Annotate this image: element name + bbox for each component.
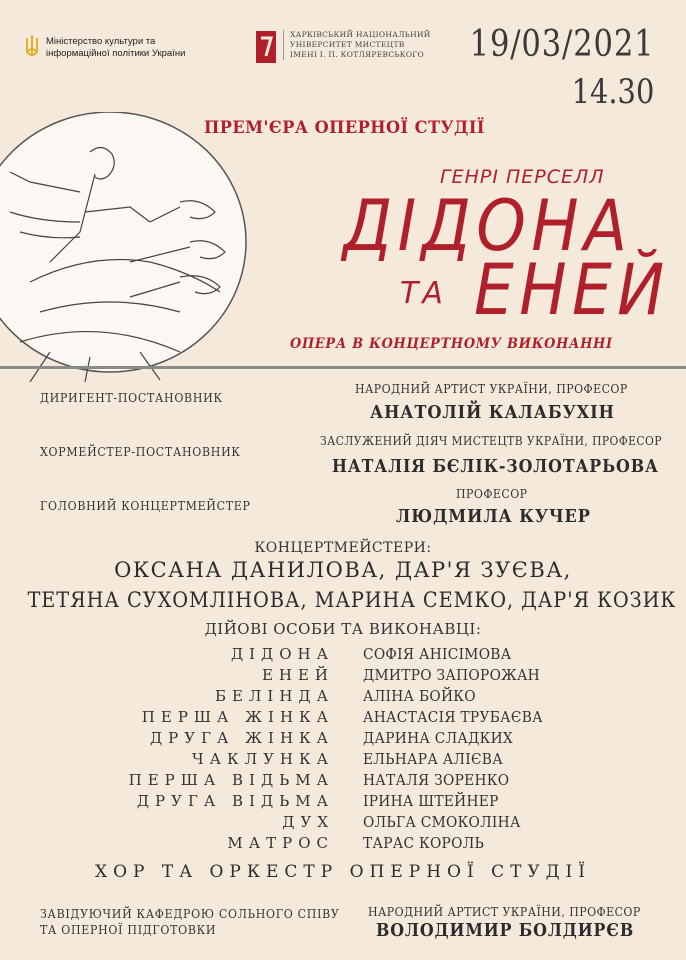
cast-actor: ДАРИНА СЛАДКИХ [363, 729, 514, 747]
premiere-heading: ПРЕМ'ЄРА ОПЕРНОЇ СТУДІЇ [204, 118, 485, 138]
illustration-circle [0, 112, 250, 382]
cast-role: ДУХ [282, 813, 334, 831]
cast-actor: СОФІЯ АНІСІМОВА [363, 645, 512, 663]
cast-label: ДІЙОВІ ОСОБИ ТА ВИКОНАВЦІ: [204, 620, 482, 638]
crew-name: ЛЮДМИЛА КУЧЕР [396, 506, 591, 527]
crew-role: ХОРМЕЙСТЕР-ПОСТАНОВНИК [40, 444, 241, 459]
accompanists-line: ТЕТЯНА СУХОМЛІНОВА, МАРИНА СЕМКО, ДАР'Я КОЗИК [27, 588, 677, 612]
cast-role: ДІДОНА [230, 645, 334, 663]
cast-actor: ІРИНА ШТЕЙНЕР [363, 792, 499, 810]
cast-role: ЧАКЛУНКА [192, 750, 334, 768]
cast-row [0, 834, 686, 855]
cast-actor: ТАРАС КОРОЛЬ [363, 834, 485, 852]
accompanists-line: ОКСАНА ДАНИЛОВА, ДАР'Я ЗУЄВА, [114, 558, 572, 582]
cast-role: ПЕРША ЖІНКА [141, 708, 334, 726]
opera-title-line2: ЕНЕЙ [474, 249, 670, 331]
cast-row [0, 771, 686, 792]
crew-role: ДИРИГЕНТ-ПОСТАНОВНИК [40, 390, 223, 405]
accompanists-label: КОНЦЕРТМЕЙСТЕРИ: [254, 540, 432, 556]
crew-name: НАТАЛІЯ БЄЛІК-ЗОЛОТАРЬОВА [332, 456, 659, 477]
crew-role: ГОЛОВНИЙ КОНЦЕРТМЕЙСТЕР [40, 498, 251, 513]
cast-actor: АЛІНА БОЙКО [363, 687, 476, 705]
university-logo-icon [255, 30, 277, 64]
ministry-emblem-icon [24, 34, 40, 60]
ministry-name-line: Міністерство культури та [46, 36, 156, 47]
footer-title: НАРОДНИЙ АРТИСТ УКРАЇНИ, ПРОФЕСОР [368, 904, 641, 919]
section-divider [0, 366, 686, 369]
crew-title: ПРОФЕСОР [456, 486, 528, 501]
cast-row [0, 792, 686, 813]
cast-row [0, 687, 686, 708]
event-date: 19/03/2021 [469, 24, 654, 65]
cast-row [0, 666, 686, 687]
ministry-name-line: інформаційної політики України [46, 48, 186, 59]
cast-row [0, 645, 686, 666]
cast-role: ДРУГА ВІДЬМА [136, 792, 334, 810]
choir-orchestra: ХОР ТА ОРКЕСТР ОПЕРНОЇ СТУДІЇ [94, 862, 591, 882]
cast-actor: ЕЛЬНАРА АЛІЄВА [363, 750, 503, 768]
composer-name: ГЕНРІ ПЕРСЕЛЛ [440, 166, 605, 188]
footer-name: ВОЛОДИМИР БОЛДИРЄВ [376, 920, 635, 941]
university-name-line: УНІВЕРСИТЕТ МИСТЕЦТВ [290, 40, 405, 49]
cast-actor: НАТАЛЯ ЗОРЕНКО [363, 771, 510, 789]
cast-role: ДРУГА ЖІНКА [149, 729, 334, 747]
opera-title-conjunction: ТА [400, 276, 447, 311]
university-name [283, 30, 431, 60]
cast-row [0, 729, 686, 750]
crew-title: НАРОДНИЙ АРТИСТ УКРАЇНИ, ПРОФЕСОР [355, 381, 628, 396]
cast-row [0, 708, 686, 729]
cast-role: МАТРОС [227, 834, 334, 852]
crew-name: АНАТОЛІЙ КАЛАБУХІН [370, 402, 615, 423]
cast-role: БЕЛІНДА [214, 687, 334, 705]
event-time: 14.30 [571, 72, 654, 112]
footer-role-line: ЗАВІДУЮЧИЙ КАФЕДРОЮ СОЛЬНОГО СПІВУ [40, 906, 340, 921]
cast-actor: ОЛЬГА СМОКОЛІНА [363, 813, 521, 831]
cast-row [0, 750, 686, 771]
crew-title: ЗАСЛУЖЕНИЙ ДІЯЧ МИСТЕЦТВ УКРАЇНИ, ПРОФЕСОР [320, 433, 662, 448]
cast-actor: ДМИТРО ЗАПОРОЖАН [363, 666, 540, 684]
university-name-line: ІМЕНІ І. П. КОТЛЯРЕВСЬКОГО [290, 50, 425, 59]
opera-subtitle: ОПЕРА В КОНЦЕРТНОМУ ВИКОНАННІ [290, 336, 613, 352]
cast-actor: АНАСТАСІЯ ТРУБАЄВА [363, 708, 543, 726]
ministry-name [46, 36, 185, 60]
cast-role: ЕНЕЙ [261, 666, 334, 684]
cast-row [0, 813, 686, 834]
opera-title-line1: ДІДОНА [343, 185, 633, 267]
cast-role: ПЕРША ВІДЬМА [128, 771, 334, 789]
footer-role-line: ТА ОПЕРНОЇ ПІДГОТОВКИ [40, 922, 217, 937]
university-name-line: ХАРКІВСЬКИЙ НАЦІОНАЛЬНИЙ [290, 30, 431, 39]
